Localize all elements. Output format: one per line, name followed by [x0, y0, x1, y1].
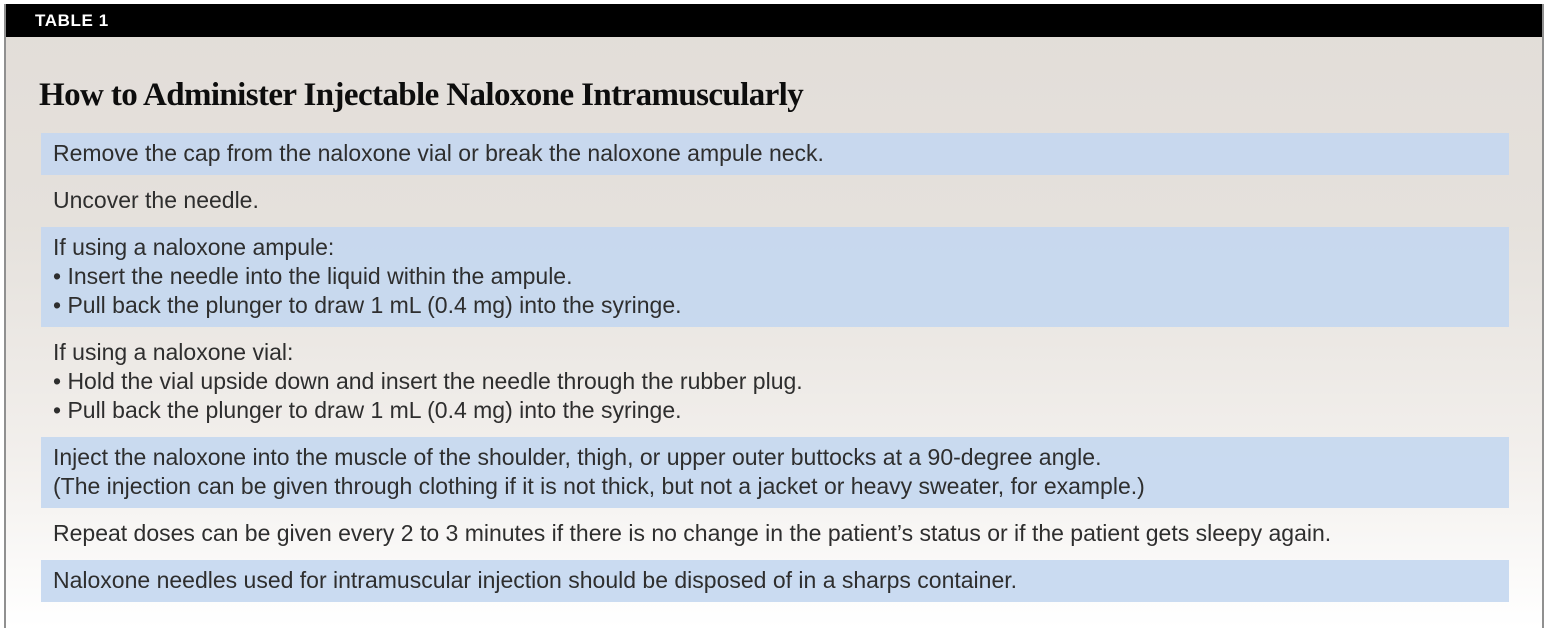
table-row	[41, 180, 1509, 222]
table-tag: TABLE 1	[35, 10, 109, 30]
table-row	[41, 332, 1509, 432]
row-line: • Insert the needle into the liquid within the ampule.	[53, 263, 573, 290]
table-title: How to Administer Injectable Naloxone Intramuscularly	[39, 77, 804, 113]
table-row	[41, 133, 1509, 175]
row-line: (The injection can be given through clothing if it is not thick, but not a jacket or heavy sweater, for example.)	[53, 473, 1145, 500]
table-card	[4, 4, 1544, 628]
row-line: Naloxone needles used for intramuscular injection should be disposed of in a sharps container.	[53, 567, 1018, 594]
row-line: • Hold the vial upside down and insert the needle through the rubber plug.	[53, 368, 803, 395]
table-rows	[41, 133, 1509, 602]
table-row	[41, 513, 1509, 555]
table-row	[41, 560, 1509, 602]
row-line: Uncover the needle.	[53, 187, 259, 214]
row-line: If using a naloxone vial:	[53, 339, 294, 366]
row-line: Inject the naloxone into the muscle of the shoulder, thigh, or upper outer buttocks at a 90-degree angle.	[53, 444, 1102, 471]
table-tag-bar	[6, 4, 1542, 37]
row-line: Remove the cap from the naloxone vial or break the naloxone ampule neck.	[53, 140, 824, 167]
row-line: If using a naloxone ampule:	[53, 234, 335, 261]
row-line: Repeat doses can be given every 2 to 3 minutes if there is no change in the patient’s status or if the patient gets sleepy again.	[53, 520, 1332, 547]
row-line: • Pull back the plunger to draw 1 mL (0.4 mg) into the syringe.	[53, 292, 682, 319]
table-row	[41, 437, 1509, 508]
row-line: • Pull back the plunger to draw 1 mL (0.4 mg) into the syringe.	[53, 397, 682, 424]
table-row	[41, 227, 1509, 327]
